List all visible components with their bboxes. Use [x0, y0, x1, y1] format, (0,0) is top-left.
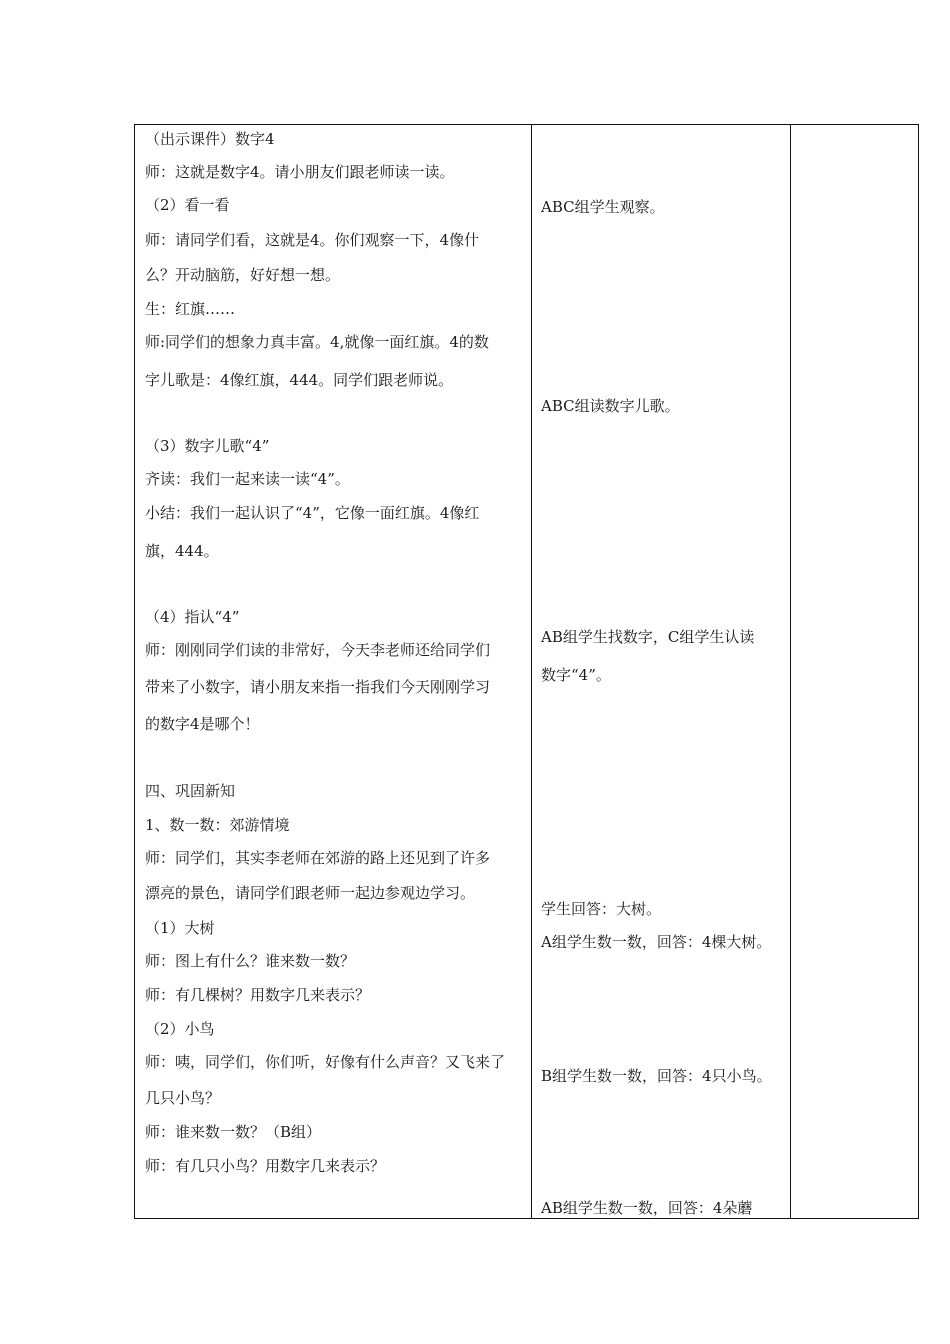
text-line: 师：有几只小鸟？用数字几来表示？: [145, 1157, 386, 1175]
student-activity-cell: [541, 125, 791, 1218]
text-line: 字儿歌是：4像红旗，444。同学们跟老师说。: [145, 371, 454, 389]
text-line: 旗，444。: [145, 542, 219, 560]
text-line: 的数字4是哪个！: [145, 715, 260, 733]
text-line: A组学生数一数，回答：4棵大树。: [541, 933, 772, 951]
notes-cell: [792, 125, 920, 1218]
text-line: 带来了小数字，请小朋友来指一指我们今天刚刚学习: [145, 678, 491, 696]
text-line: 师：同学们，其实李老师在郊游的路上还见到了许多: [145, 849, 491, 867]
section-heading: 四、巩固新知: [145, 782, 236, 800]
text-line: （4）指认“4”: [145, 608, 240, 626]
text-line: 师:同学们的想象力真丰富。4,就像一面红旗。4的数: [145, 333, 489, 351]
text-line: B组学生数一数，回答：4只小鸟。: [541, 1067, 772, 1085]
lesson-plan-table: [134, 124, 919, 1219]
text-line: （3）数字儿歌“4”: [145, 437, 270, 455]
text-line: 学生回答：大树。: [541, 900, 662, 918]
text-line: AB组学生数一数，回答：4朵蘑: [541, 1199, 753, 1217]
text-line: （2）小鸟: [145, 1020, 215, 1038]
text-line: 生：红旗……: [145, 300, 236, 318]
text-line: ABC组学生观察。: [541, 198, 665, 216]
teaching-process-cell: [145, 125, 531, 1218]
text-line: （1）大树: [145, 919, 215, 937]
text-line: 1、数一数：郊游情境: [145, 816, 290, 834]
column-divider: [531, 125, 532, 1218]
text-line: （2）看一看: [145, 196, 230, 214]
text-line: ABC组读数字儿歌。: [541, 397, 680, 415]
text-line: 数字“4”。: [541, 666, 611, 684]
text-line: 师：图上有什么？谁来数一数？: [145, 952, 356, 970]
text-line: 齐读：我们一起来读一读“4”。: [145, 470, 350, 488]
text-line: 么？开动脑筋，好好想一想。: [145, 266, 341, 284]
text-line: 小结：我们一起认识了“4”，它像一面红旗。4像红: [145, 504, 480, 522]
text-line: 师：咦，同学们，你们听，好像有什么声音？又飞来了: [145, 1053, 506, 1071]
text-line: 师：有几棵树？用数字几来表示？: [145, 986, 371, 1004]
text-line: 几只小鸟？: [145, 1089, 221, 1107]
text-line: 漂亮的景色，请同学们跟老师一起边参观边学习。: [145, 884, 476, 902]
text-line: （出示课件）数字4: [145, 130, 275, 148]
text-line: 师：刚刚同学们读的非常好，今天李老师还给同学们: [145, 641, 491, 659]
text-line: 师：这就是数字4。请小朋友们跟老师读一读。: [145, 163, 455, 181]
text-line: AB组学生找数字，C组学生认读: [541, 628, 755, 646]
text-line: 师：请同学们看，这就是4。你们观察一下，4像什: [145, 231, 480, 249]
text-line: 师：谁来数一数？（B组）: [145, 1123, 322, 1141]
